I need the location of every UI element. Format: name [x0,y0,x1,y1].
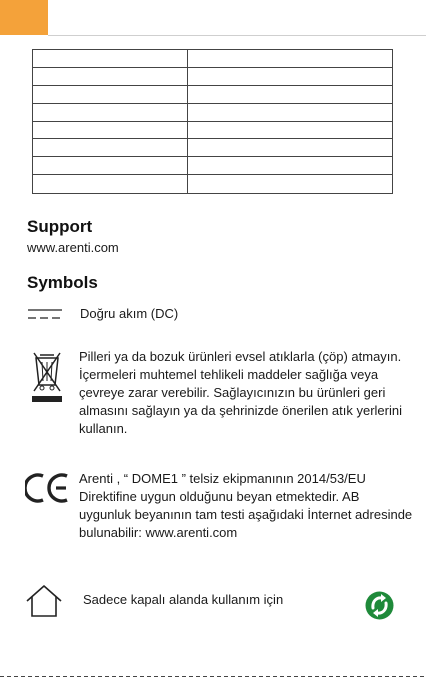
weee-crossed-bin-icon [31,350,63,404]
table-cell [33,175,188,193]
dc-symbol-text: Doğru akım (DC) [80,306,179,321]
symbols-heading: Symbols [27,273,98,292]
top-divider [48,35,426,36]
table-cell [188,68,392,86]
table-cell [33,104,188,122]
indoor-house-icon [24,583,64,619]
orange-header-tab [0,0,48,35]
table-cell [188,157,392,175]
table-cell [188,50,392,68]
indoor-symbol-text: Sadece kapalı alanda kullanım için [83,592,284,607]
bottom-dashed-border [0,676,426,677]
support-url: www.arenti.com [27,240,119,255]
support-heading: Support [27,217,93,236]
table-cell [33,50,188,68]
weee-symbol-text: Pilleri ya da bozuk ürünleri evsel atıklarla (çöp) atmayın. İçermeleri muhtemel tehlikeli maddeler sağlığa veya çevreye zarar verebilir. Sağlayıcınızın bu ürünleri geri almasını sağlayın ya da şehrinizde önerilen atık yerlerini kullanın. [79,349,403,436]
table-cell [188,122,392,140]
ce-symbol-text: Arenti , “ DOME1 ” telsiz ekipmanının 2014/53/EU Direktifine uygun olduğunu beyan etmektedir. AB uygunluk beyanının tam testi aşağıdaki İnternet adresinde bulunabilir: www.arenti.com [79,471,413,540]
table-cell [33,86,188,104]
table-cell [188,139,392,157]
table-cell [33,157,188,175]
table-cell [33,122,188,140]
spec-table [32,49,393,194]
table-cell [188,86,392,104]
table-cell [188,104,392,122]
table-cell [33,68,188,86]
table-cell [33,139,188,157]
green-dot-recycle-icon [365,591,394,620]
ce-mark-icon [25,472,71,504]
dc-current-icon [28,307,62,321]
table-cell [188,175,392,193]
